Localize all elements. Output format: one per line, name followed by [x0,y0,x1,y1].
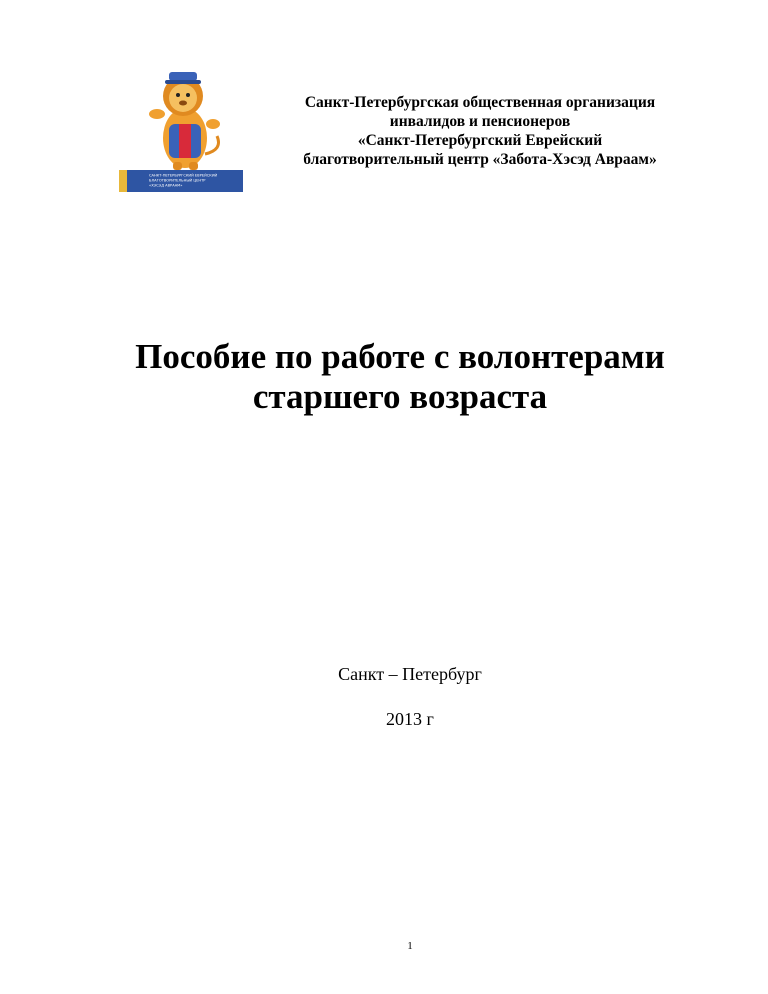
document-title [0,337,768,417]
organization-logo [119,66,243,192]
org-header-line: инвалидов и пенсионеров [389,113,571,130]
org-header-line: благотворительный центр «Забота-Хэсэд Авраам» [303,151,657,168]
publication-year: 2013 г [386,709,434,729]
publication-city: Санкт – Петербург [338,664,482,684]
lion-mascot-logo-icon [119,66,243,192]
org-header-line: Санкт-Петербургская общественная организация [304,94,656,111]
page-number: 1 [407,940,413,952]
logo-banner-line-3: «ХЭСЭД АВРААМ» [149,183,183,188]
org-header-line: «Санкт-Петербургский Еврейский [357,132,603,149]
logo-banner-line-2: БЛАГОТВОРИТЕЛЬНЫЙ ЦЕНТР [149,178,206,183]
organization-header [262,93,698,169]
logo-banner-line-1: САНКТ-ПЕТЕРБУРГСКИЙ ЕВРЕЙСКИЙ [149,173,218,178]
document-title-line: Пособие по работе с волонтерами [135,337,665,376]
document-title-line: старшего возраста [252,377,548,416]
